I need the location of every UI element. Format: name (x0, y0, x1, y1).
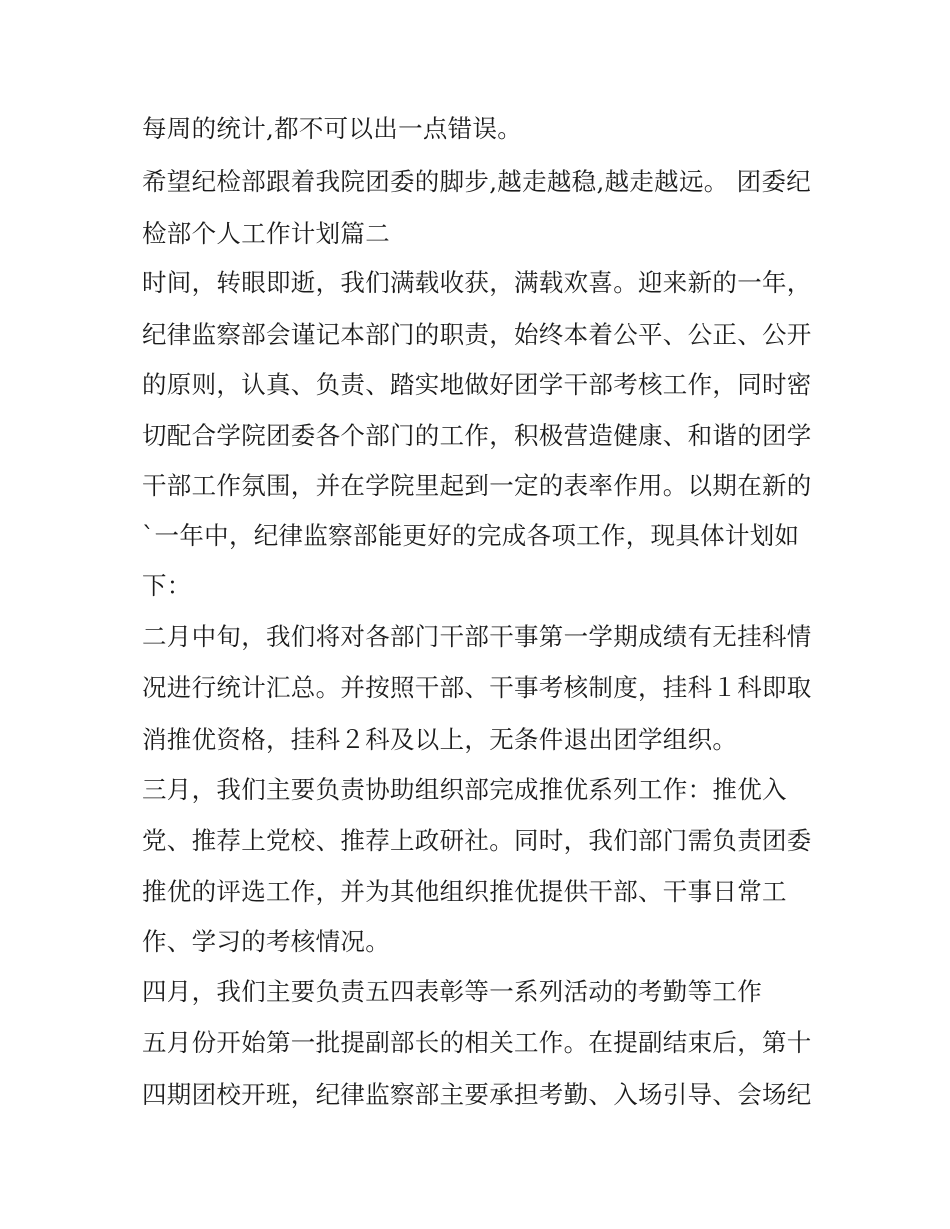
text-line: 四月，我们主要负责五四表彰等一系列活动的考勤等工作 (142, 977, 762, 1006)
text-line: 检部个人工作计划篇二 (142, 219, 390, 248)
text-line: 党、推荐上党校、推荐上政研社。同时，我们部门需负责团委 (142, 826, 812, 855)
text-line: 四期团校开班，纪律监察部主要承担考勤、入场引导、会场纪 (142, 1080, 812, 1109)
text-line: 二月中旬，我们将对各部门干部干事第一学期成绩有无挂科情 (142, 622, 812, 651)
text-line: 纪律监察部会谨记本部门的职责，始终本着公平、公正、公开 (142, 320, 812, 349)
text-line: 下： (142, 571, 192, 600)
text-line: 干部工作氛围，并在学院里起到一定的表率作用。以期在新的 (142, 471, 812, 500)
text-line: 时间，转眼即逝，我们满载收获，满载欢喜。迎来新的一年， (142, 268, 812, 297)
text-line: 况进行统计汇总。并按照干部、干事考核制度，挂科１科即取 (142, 673, 812, 702)
text-line: 切配合学院团委各个部门的工作，积极营造健康、和谐的团学 (142, 421, 812, 450)
text-line: 推优的评选工作，并为其他组织推优提供干部、干事日常工 (142, 877, 787, 906)
text-line: 的原则，认真、负责、踏实地做好团学干部考核工作，同时密 (142, 370, 812, 399)
text-line: 作、学习的考核情况。 (142, 927, 390, 956)
text-line: 三月，我们主要负责协助组织部完成推优系列工作：推优入 (142, 775, 787, 804)
text-line: 希望纪检部跟着我院团委的脚步,越走越稳,越走越远。 团委纪 (142, 167, 812, 196)
text-line: 五月份开始第一批提副部长的相关工作。在提副结束后，第十 (142, 1028, 812, 1057)
text-line: 每周的统计,都不可以出一点错误。 (142, 114, 523, 143)
text-line: 消推优资格，挂科２科及以上，无条件退出团学组织。 (142, 725, 738, 754)
text-line: `一年中，纪律监察部能更好的完成各项工作，现具体计划如 (142, 521, 800, 550)
